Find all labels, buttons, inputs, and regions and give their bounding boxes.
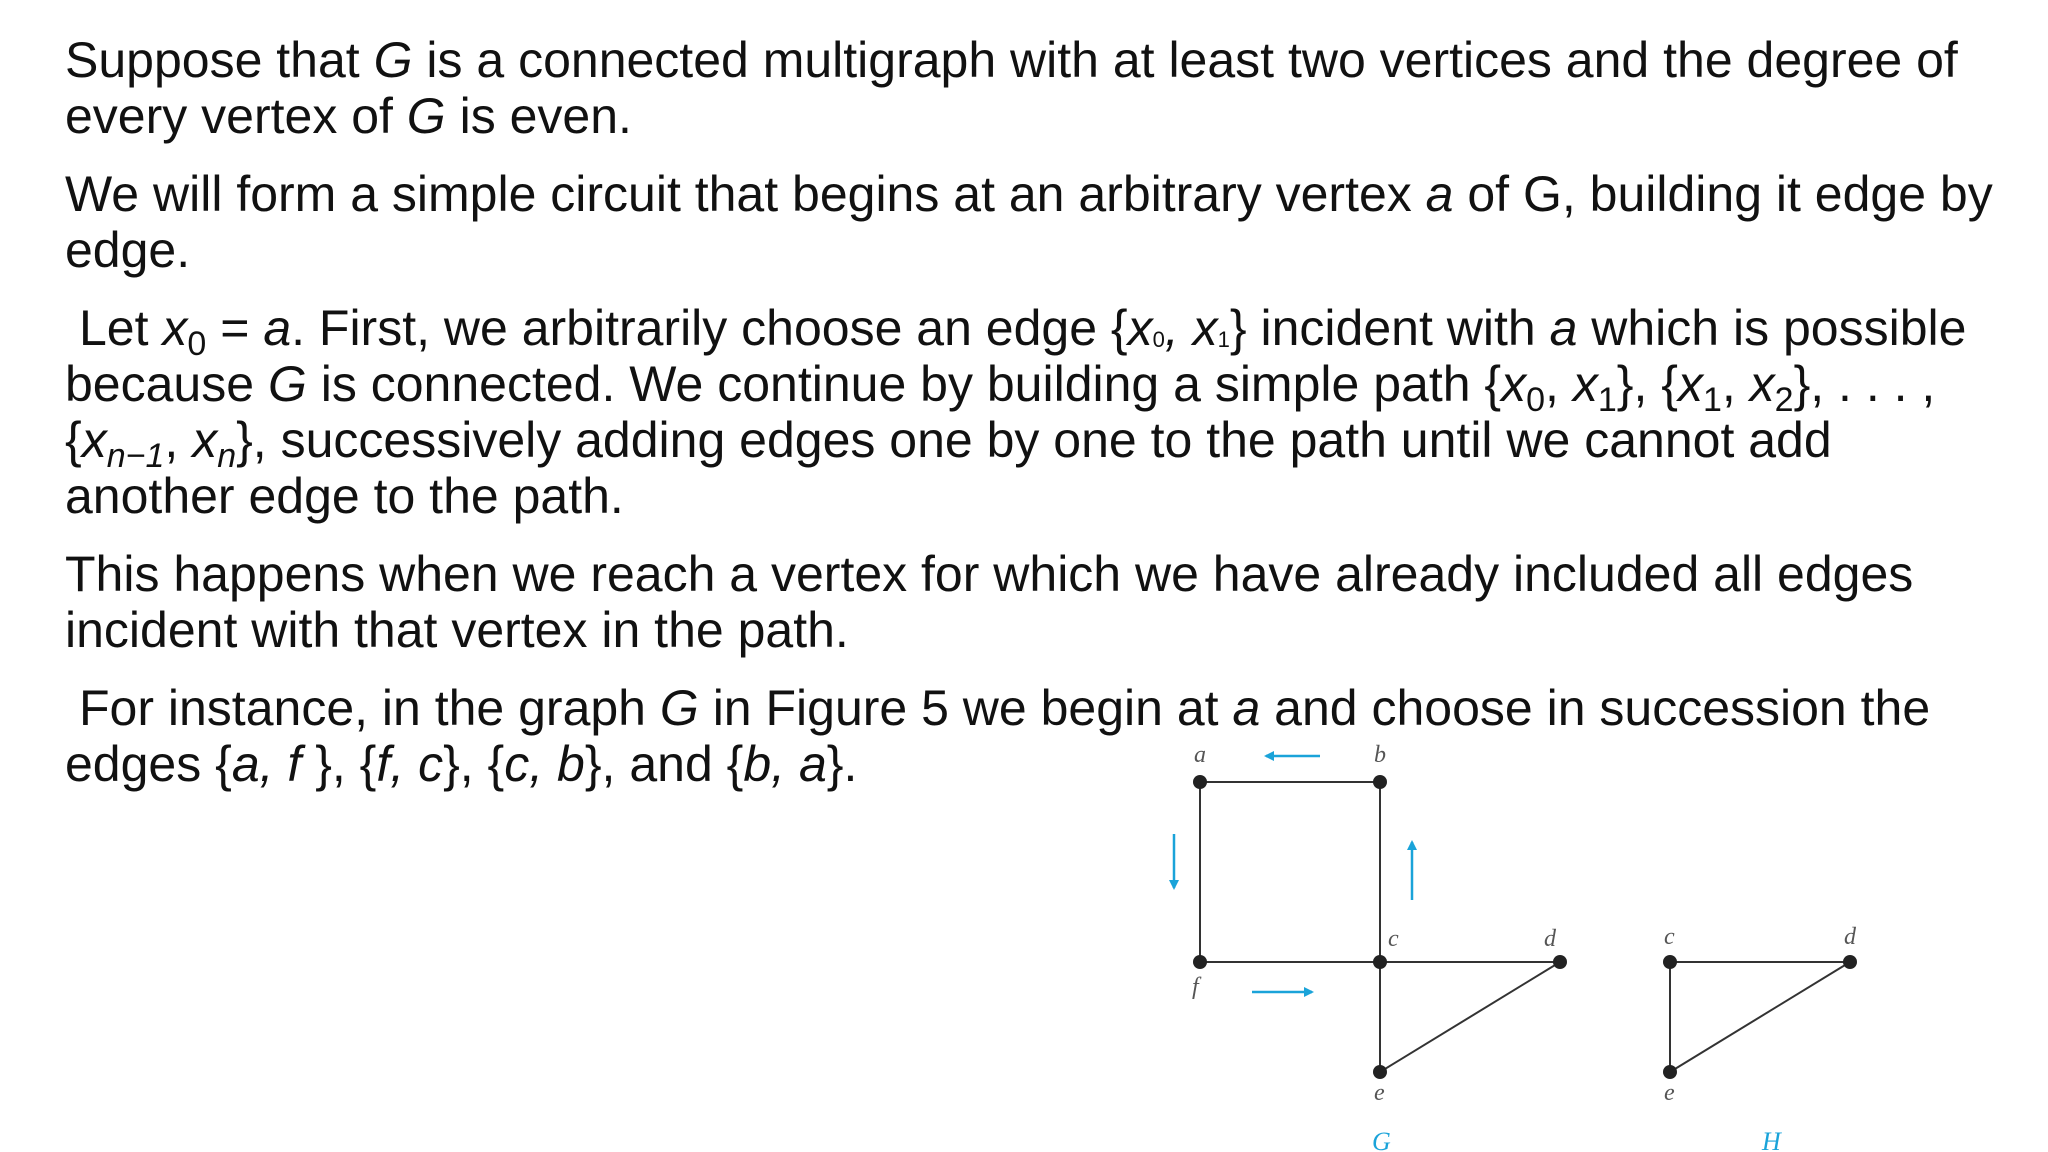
math-var: b, a <box>743 736 827 792</box>
vertex-c <box>1373 955 1387 969</box>
vertex-h-label-c: c <box>1664 924 1675 950</box>
vertex-b <box>1373 775 1387 789</box>
paragraph-4: This happens when we reach a vertex for which we have already included all edges incident with that vertex in the path. <box>65 546 1914 658</box>
vertex-label-d: d <box>1544 926 1556 952</box>
vertex-h-label-e: e <box>1664 1080 1675 1106</box>
graph-g-edges <box>1200 782 1560 1072</box>
text: is connected. We continue by building a simple path { <box>306 356 1502 412</box>
text: }, { <box>443 736 505 792</box>
paragraph-2 <box>65 166 2010 278</box>
vertex-a <box>1193 775 1207 789</box>
graph-h-caption: H <box>1762 1127 1781 1152</box>
vertex-label-a: a <box>1194 742 1206 768</box>
edge-h-e-d <box>1670 962 1850 1072</box>
subscript: 2 <box>1774 381 1794 419</box>
edge-e-d <box>1380 962 1560 1072</box>
vertex-label-c: c <box>1388 926 1399 952</box>
text: , building it edge by edge. <box>65 166 1993 278</box>
math-var: x <box>192 412 218 468</box>
math-var: x <box>162 300 188 356</box>
text: }, successively adding edges one by one to the path until we cannot add another edge to the path. <box>65 412 1832 524</box>
subscript: 0 <box>187 325 207 363</box>
subscript: 1 <box>1702 381 1722 419</box>
text: . First, we arbitrarily choose an edge { <box>291 300 1128 356</box>
subscript: 0 <box>1526 381 1546 419</box>
vertex-h-d <box>1843 955 1857 969</box>
vertex-label-b: b <box>1374 742 1386 768</box>
vertex-e <box>1373 1065 1387 1079</box>
text: }, . . . , { <box>65 356 1936 468</box>
text: Let <box>79 300 163 356</box>
text: which is possible because <box>65 300 1967 412</box>
math-var: x <box>1192 300 1218 356</box>
text: and choose in succession the edges { <box>65 680 1931 792</box>
math-var: G <box>659 680 699 736</box>
text: = <box>206 300 264 356</box>
text: Suppose that <box>65 32 374 88</box>
math-var: a, f <box>231 736 316 792</box>
math-var: x <box>1501 356 1527 412</box>
subscript: 1 <box>1217 327 1230 352</box>
subscript: 0 <box>1152 327 1165 352</box>
text: , <box>1721 356 1750 412</box>
graph-g-labels <box>1192 742 1557 1106</box>
math-var: x <box>1572 356 1598 412</box>
text: For instance, in the graph <box>79 680 660 736</box>
body-text <box>65 32 2010 814</box>
text: }, { <box>1616 356 1678 412</box>
vertex-h-label-d: d <box>1844 924 1856 950</box>
vertex-f <box>1193 955 1207 969</box>
text: , <box>1164 300 1193 356</box>
subscript: n <box>217 437 237 475</box>
text: , <box>164 412 193 468</box>
text: }, { <box>315 736 377 792</box>
vertex-d <box>1553 955 1567 969</box>
text: in Figure 5 we begin at <box>698 680 1233 736</box>
graph-h-edges <box>1670 962 1850 1072</box>
math-var: x <box>1749 356 1775 412</box>
math-var: a <box>1425 166 1454 222</box>
text: We will form a simple circuit that begins at an arbitrary vertex <box>65 166 1426 222</box>
subscript: n−1 <box>106 437 165 475</box>
graph-g-caption: G <box>1372 1127 1391 1152</box>
subscript: 1 <box>1597 381 1617 419</box>
math-var: a <box>1549 300 1578 356</box>
vertex-label-f: f <box>1192 974 1199 1000</box>
math-var: a <box>263 300 292 356</box>
paragraph-1 <box>65 32 2010 144</box>
math-var: a <box>1232 680 1261 736</box>
math-var: G <box>373 32 413 88</box>
vertex-label-e: e <box>1374 1080 1385 1106</box>
math-var: x <box>81 412 107 468</box>
text: , <box>1545 356 1573 412</box>
text: }. <box>826 736 858 792</box>
text: of <box>1453 166 1523 222</box>
vertex-h-c <box>1663 955 1677 969</box>
text: is a connected multigraph with at least two vertices and the degree of every vertex of <box>65 32 1958 144</box>
math-var: G <box>406 88 446 144</box>
math-var: f, c <box>376 736 444 792</box>
vertex-h-e <box>1663 1065 1677 1079</box>
math-var: G <box>1522 166 1562 222</box>
graph-h-labels <box>1664 924 1857 1106</box>
text: is even. <box>445 88 632 144</box>
text: }, and { <box>584 736 744 792</box>
graph-figure <box>1140 740 2040 1152</box>
text: } incident with <box>1229 300 1550 356</box>
figure-5 <box>1140 740 2040 1152</box>
math-var: x <box>1677 356 1703 412</box>
math-var: c, b <box>504 736 585 792</box>
paragraph-3 <box>65 300 2010 524</box>
math-var: x <box>1127 300 1153 356</box>
math-var: G <box>267 356 307 412</box>
